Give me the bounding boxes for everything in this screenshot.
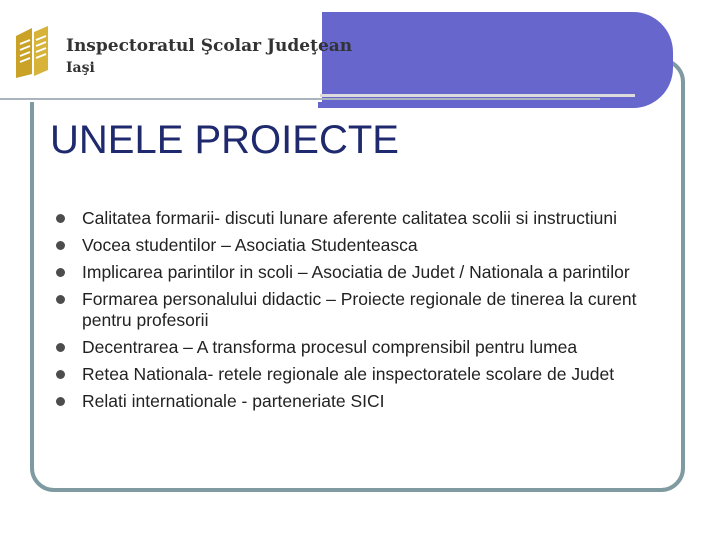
logo-area	[0, 0, 353, 102]
bullet-text: Calitatea formarii- discuti lunare aferente calitatea scolii si instructiuni	[82, 208, 617, 228]
bullet-item	[56, 391, 666, 412]
bullet-text: Retea Nationala- retele regionale ale inspectoratele scolare de Judet	[82, 364, 615, 384]
institution-city: Iaşi	[66, 60, 95, 76]
slide-title: UNELE PROIECTE	[50, 118, 399, 162]
bullet-dot-icon	[56, 295, 65, 304]
bullet-dot-icon	[56, 268, 65, 277]
bullet-dot-icon	[56, 241, 65, 250]
bullet-item	[56, 289, 666, 331]
header-divider-shadow	[320, 94, 635, 97]
bullet-text: Implicarea parintilor in scoli – Asociatia de Judet / Nationala a parintilor	[82, 262, 630, 282]
institution-name: Inspectoratul Şcolar Judeţean	[66, 36, 353, 56]
bullet-item	[56, 208, 666, 229]
header-divider	[0, 98, 600, 100]
bullet-text: Decentrarea – A transforma procesul comprensibil pentru lumea	[82, 337, 578, 357]
bullet-dot-icon	[56, 397, 65, 406]
bullet-dot-icon	[56, 370, 65, 379]
bullet-dot-icon	[56, 214, 65, 223]
book-pages-logo-icon	[12, 26, 52, 80]
bullet-item	[56, 364, 666, 385]
bullet-list	[56, 208, 666, 418]
bullet-item	[56, 337, 666, 358]
bullet-dot-icon	[56, 343, 65, 352]
bullet-text: Relati internationale - parteneriate SICI	[82, 391, 385, 411]
bullet-text: Vocea studentilor – Asociatia Studenteasca	[82, 235, 418, 255]
bullet-text: Formarea personalului didactic – Proiecte regionale de tinerea la curent pentru profesorii	[82, 289, 637, 330]
bullet-item	[56, 235, 666, 256]
bullet-item	[56, 262, 666, 283]
